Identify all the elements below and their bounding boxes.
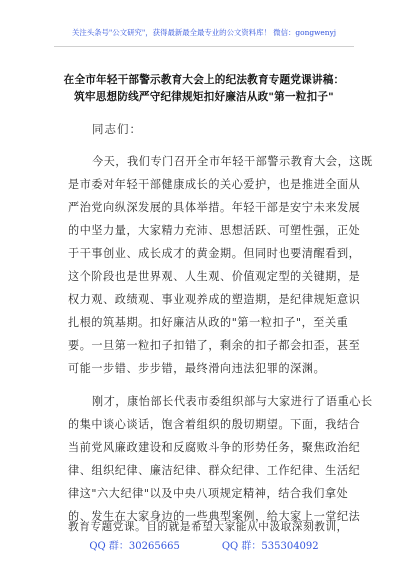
paragraph-line: 今天，我们专门召开全市年轻干部警示教育大会，这既 — [92, 155, 373, 168]
paragraph-line: 这个阶段也是世界观、人生观、价值观定型的关键期，是 — [68, 270, 361, 283]
header-note: 关注头条号"公文研究"，获得最新最全最专业的公文资料库！ 微信：gongwenyj — [71, 28, 337, 37]
footer — [0, 537, 408, 552]
paragraph-line: 于干事创业、成长成才的黄金期。但同时也要清醒看到， — [68, 247, 361, 260]
paragraph-line: 刚才，康怡部长代表市委组织部与大家进行了语重心长 — [92, 395, 373, 408]
salutation: 同志们： — [92, 122, 142, 136]
paragraph-line: 律这"六大纪律"以及中央八项规定精神，结合我们拿处 — [68, 487, 349, 500]
footer-qq-group-1: QQ 群：30265665 — [89, 541, 180, 552]
paragraph-line: 要。一旦第一粒扣子扣错了，剩余的扣子都会扣歪，甚至 — [68, 339, 361, 352]
document-title-line-1: 在全市年轻干部警示教育大会上的纪法教育专题党课讲稿： — [63, 74, 345, 86]
header-divider — [54, 46, 354, 47]
paragraph-line: 权力观、政绩观、事业观养成的塑造期，是纪律规矩意识 — [68, 293, 361, 306]
paragraph-line: 可能一步错、步步错，最终滑向违法犯罪的深渊。 — [68, 362, 326, 375]
paragraph-line: 的中坚力量，大家精力充沛、思想活跃、可塑性强，正处 — [68, 224, 361, 237]
paragraph-line: 当前党风廉政建设和反腐败斗争的形势任务，聚焦政治纪 — [68, 441, 361, 454]
paragraph-line: 是市委对年轻干部健康成长的关心爱护，也是推进全面从 — [68, 178, 361, 191]
paragraph-line: 的、发生在大家身边的一些典型案例，给大家上一堂纪法 — [68, 510, 361, 523]
paragraph-line: 扎根的筑基期。扣好廉洁从政的"第一粒扣子"，至关重 — [68, 316, 349, 329]
document-title-line-2: 筑牢思想防线严守纪律规矩扣好廉洁从政"第一粒扣子" — [74, 91, 334, 103]
paragraph-line: 律、组织纪律、廉洁纪律、群众纪律、工作纪律、生活纪 — [68, 464, 361, 477]
footer-qq-group-2: QQ 群：535304092 — [221, 541, 319, 552]
paragraph-line: 教育专题党课。目的就是希望大家能从中汲取深刻教训， — [68, 521, 348, 533]
paragraph-line: 严治党向纵深发展的具体举措。年轻干部是安宁未来发展 — [68, 201, 361, 214]
paragraph-line: 的集中谈心谈话，饱含着组织的殷切期望。下面，我结合 — [68, 418, 361, 431]
